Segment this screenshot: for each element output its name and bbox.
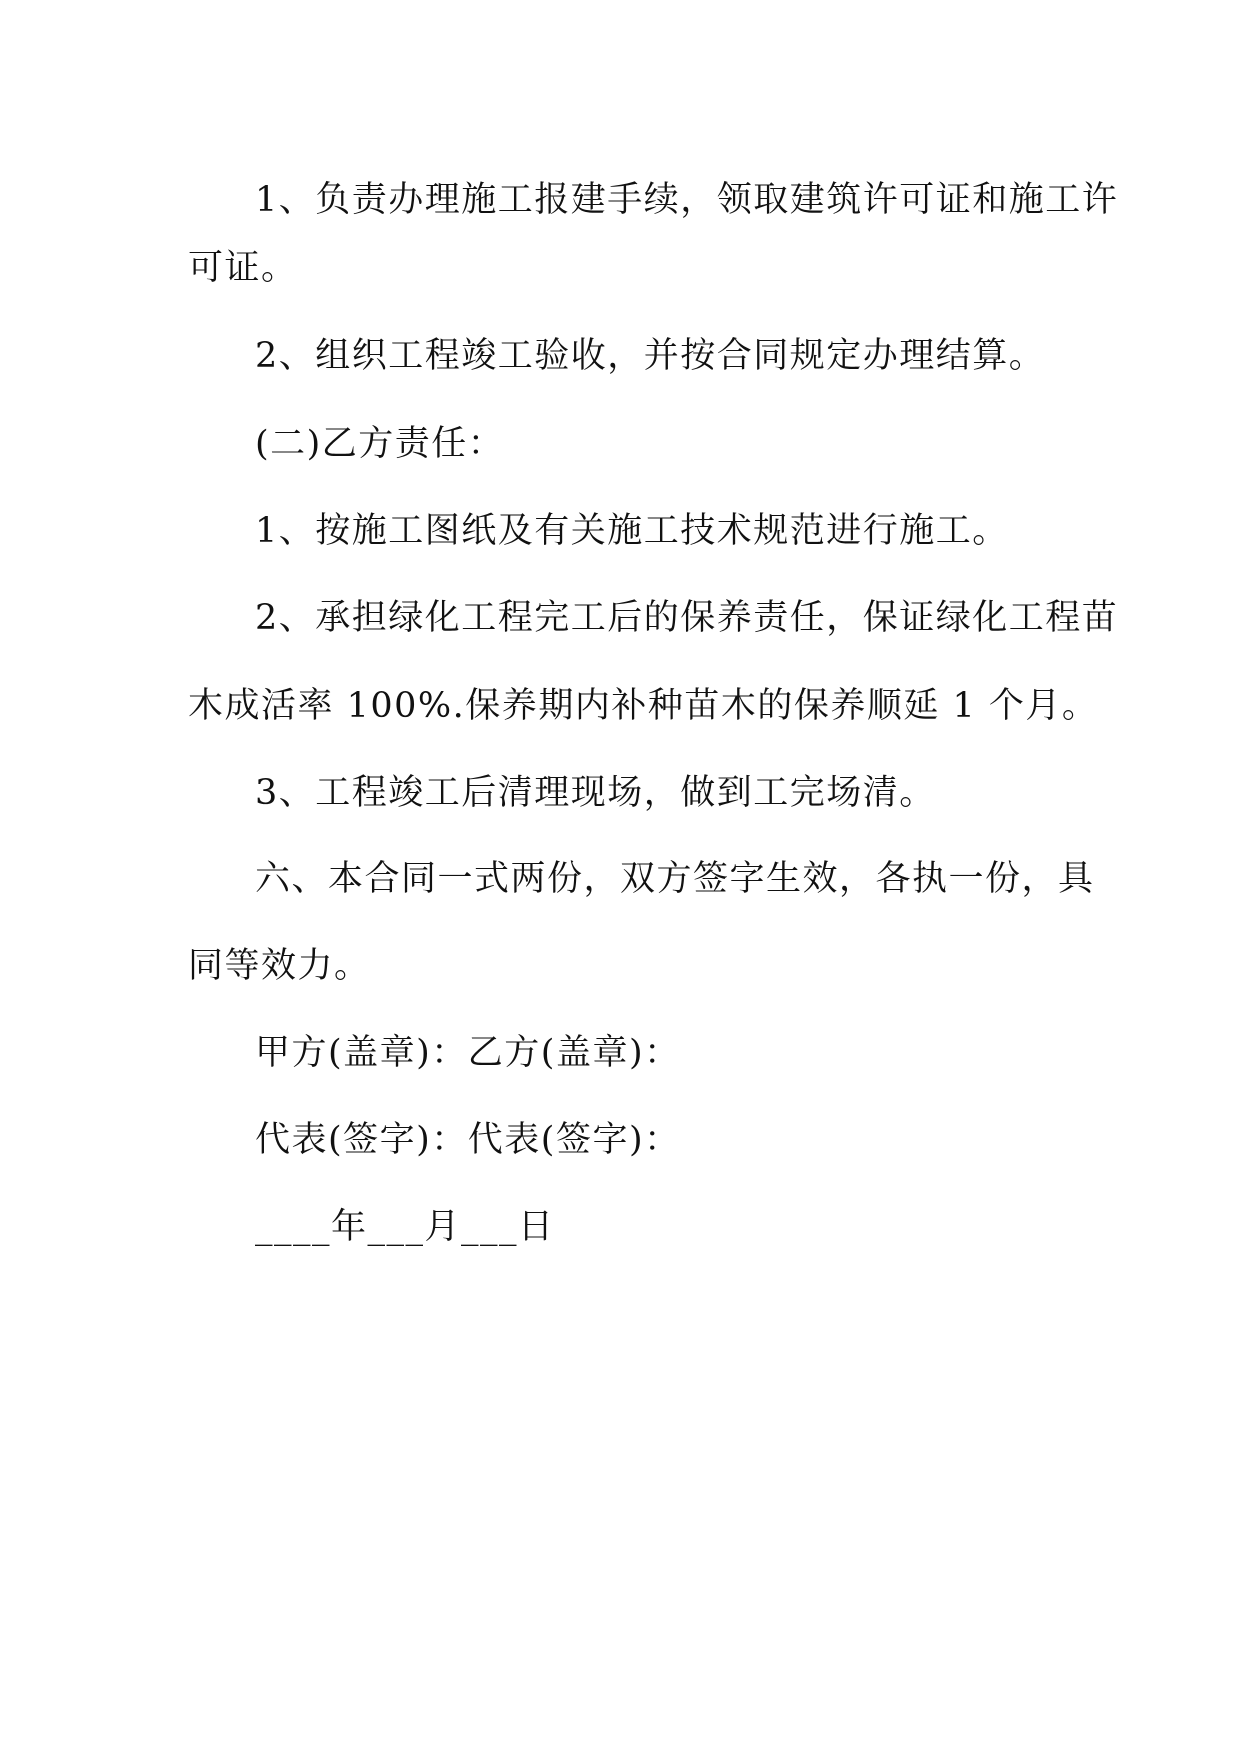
date-line: ____年___月___日 (255, 1207, 555, 1247)
clause-yi-2-line-1: 2、承担绿化工程完工后的保养责任，保证绿化工程苗 (255, 598, 1119, 638)
clause-six-line-2: 同等效力。 (188, 946, 371, 986)
clause-jia-2: 2、组织工程竣工验收，并按合同规定办理结算。 (255, 336, 1046, 376)
clause-jia-1-line-2: 可证。 (188, 248, 298, 288)
clause-six-line-1: 六、本合同一式两份，双方签字生效，各执一份，具 (255, 859, 1095, 899)
signature-line: 代表(签字)：代表(签字)： (255, 1120, 681, 1160)
section-yi-heading: (二)乙方责任： (255, 424, 505, 464)
seal-line: 甲方(盖章)：乙方(盖章)： (255, 1033, 681, 1073)
clause-yi-1: 1、按施工图纸及有关施工技术规范进行施工。 (255, 511, 1009, 551)
clause-yi-2-line-2: 木成活率 100%.保养期内补种苗木的保养顺延 1 个月。 (188, 686, 1099, 726)
clause-jia-1-line-1: 1、负责办理施工报建手续，领取建筑许可证和施工许 (255, 180, 1119, 220)
clause-yi-3: 3、工程竣工后清理现场，做到工完场清。 (255, 773, 936, 813)
